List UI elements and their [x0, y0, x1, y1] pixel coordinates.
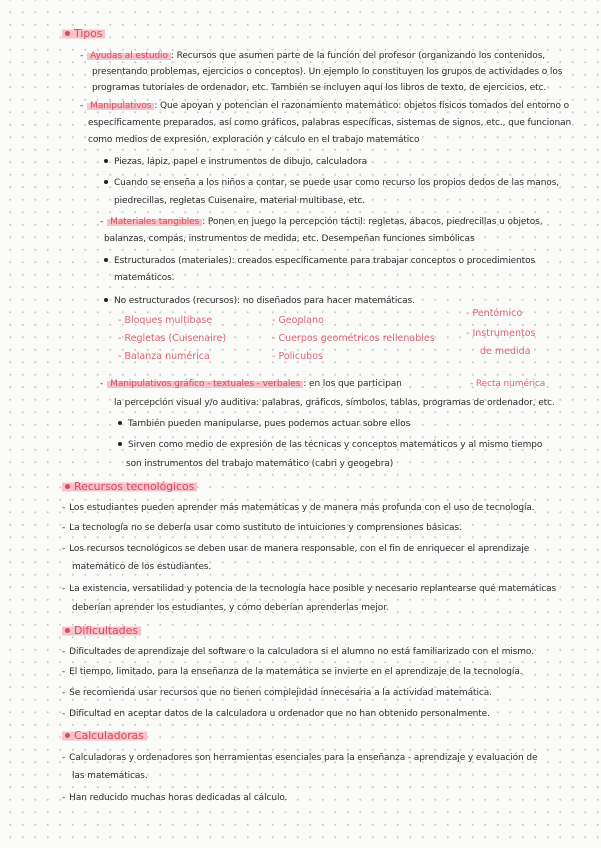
- calc-line-1: - Calculadoras y ordenadores son herramientas esenciales para la enseñanza - aprendizaje y evaluación de: [62, 753, 538, 763]
- dif-line-2: - El tiempo, limitado, para la enseñanza de la matemática se invierte en el aprendizaje de la tecnología.: [62, 667, 523, 677]
- material-item: - Pentómico: [466, 308, 523, 319]
- tec-line-4: matemático de los estudiantes.: [72, 562, 212, 572]
- calc-line-3: - Han reducido muchas horas dedicadas al cálculo.: [62, 793, 288, 803]
- tipos-line-2: presentando problemas, ejercicios o conceptos). Un ejemplo lo constituyen los grupos de actividades o los: [92, 67, 563, 77]
- bullet-icon: [104, 298, 108, 302]
- heading-tipos: Tipos: [62, 26, 105, 42]
- tec-line-5: - La existencia, versatilidad y potencia de la tecnología hace posible y necesario replantearse qué matemáticas: [62, 584, 557, 594]
- tipos-bullet-5: También pueden manipularse, pues podemos actuar sobre ellos: [118, 416, 410, 432]
- materials-col-1: [118, 312, 226, 366]
- calc-line-2: las matemáticas.: [72, 771, 148, 781]
- tipos-bullet-4: No estructurados (recursos): no diseñados para hacer matemáticas.: [104, 293, 415, 309]
- material-item: - Policubos: [272, 351, 323, 362]
- tipos-line-10: la percepción visual y/o auditiva: palabras, gráficos, símbolos, tablas, programas de ordenador, etc.: [114, 398, 555, 408]
- dif-line-4: - Dificultad en aceptar datos de la calculadora u ordenador que no han obtenido personalmente.: [62, 709, 490, 719]
- tipos-line-9: - Manipulativos gráfico - textuales - verbales : en los que participan: [100, 379, 402, 389]
- heading-bullet-icon: [65, 733, 70, 738]
- tipos-line-4: - Manipulativos : Que apoyan y potencian el razonamiento matemático: objetos físicos tomados del entorno o: [80, 101, 570, 111]
- bullet-icon: [104, 258, 108, 262]
- heading-recursos-tecnologicos: Recursos tecnológicos: [62, 479, 197, 495]
- dif-line-1: - Dificultades de aprendizaje del software o la calculadora si el alumno no está familiarizado con el mismo.: [62, 647, 534, 657]
- tipos-line-6: como medios de expresión, exploración y cálculo en el trabajo matemático: [88, 135, 420, 145]
- heading-dificultades: Dificultades: [62, 623, 141, 639]
- tipos-bullet-2: Cuando se enseña a los niños a contar, se puede usar como recurso los propios dedos de las manos,: [104, 175, 559, 191]
- tec-line-2: - La tecnología no se debería usar como sustituto de intuiciones y comprensiones básicas.: [62, 523, 462, 533]
- material-item: - Balanza numérica: [118, 351, 210, 362]
- heading-calculadoras: Calculadoras: [62, 728, 147, 744]
- tipos-bullet-2-cont: piedrecillas, regletas Cuisenaire, material multibase, etc.: [114, 196, 366, 206]
- materials-col-3: [466, 305, 535, 361]
- tipos-bullet-1: Piezas, lápiz, papel e instrumentos de dibujo, calculadora: [104, 154, 367, 170]
- recta-numerica: - Recta numérica: [470, 379, 546, 389]
- tec-line-1: - Los estudiantes pueden aprender más matemáticas y de manera más profunda con el uso de tecnología.: [62, 503, 535, 513]
- bullet-icon: [104, 159, 108, 163]
- tipos-bullet-6-cont: son instrumentos del trabajo matemático (cabri y geogebra): [126, 459, 394, 469]
- materials-col-2: [272, 312, 435, 366]
- tec-line-6: deberían aprender los estudiantes, y cómo deberían aprenderlas mejor.: [72, 603, 389, 613]
- tipos-line-7: - Materiales tangibles : Ponen en juego la percepción táctil: regletas, ábacos, piedrecillas u objetos,: [100, 217, 543, 227]
- material-item: - Instrumentos: [466, 328, 536, 339]
- tipos-bullet-3-cont: matemáticos.: [114, 273, 175, 283]
- bullet-icon: [118, 421, 122, 425]
- heading-bullet-icon: [65, 31, 70, 36]
- tipos-line-5: específicamente preparados, así como gráficos, palabras específicas, sistemas de signos, etc., que funcionan: [88, 118, 572, 128]
- bullet-icon: [104, 180, 108, 184]
- tipos-line-1: - Ayudas al estudio : Recursos que asumen parte de la función del profesor (organizando los contenidos,: [80, 51, 546, 61]
- material-item: - Regletas (Cuisenaire): [118, 333, 227, 344]
- bullet-icon: [118, 442, 122, 446]
- heading-bullet-icon: [65, 484, 70, 489]
- material-item: de medida: [480, 346, 531, 357]
- heading-bullet-icon: [65, 628, 70, 633]
- tec-line-3: - Los recursos tecnológicos se deben usar de manera responsable, con el fin de enriquecer el aprendizaje: [62, 544, 530, 554]
- tipos-bullet-3: Estructurados (materiales): creados específicamente para trabajar conceptos o procedimientos: [104, 253, 535, 269]
- tipos-bullet-6: Sirven como medio de expresión de las técnicas y conceptos matemáticos y al mismo tiempo: [118, 437, 542, 453]
- tipos-line-8: balanzas, compás, instrumentos de medida, etc. Desempeñan funciones simbólicas: [104, 234, 475, 244]
- material-item: - Bloques multibase: [118, 315, 213, 326]
- material-item: - Geoplano: [272, 315, 324, 326]
- dif-line-3: - Se recomienda usar recursos que no tienen complejidad innecesaria a la actividad matemática.: [62, 688, 492, 698]
- tipos-line-3: programas tutoriales de ordenador, etc. También se incluyen aquí los libros de texto, de ejercicios, etc.: [92, 83, 547, 93]
- material-item: - Cuerpos geométricos rellenables: [272, 333, 435, 344]
